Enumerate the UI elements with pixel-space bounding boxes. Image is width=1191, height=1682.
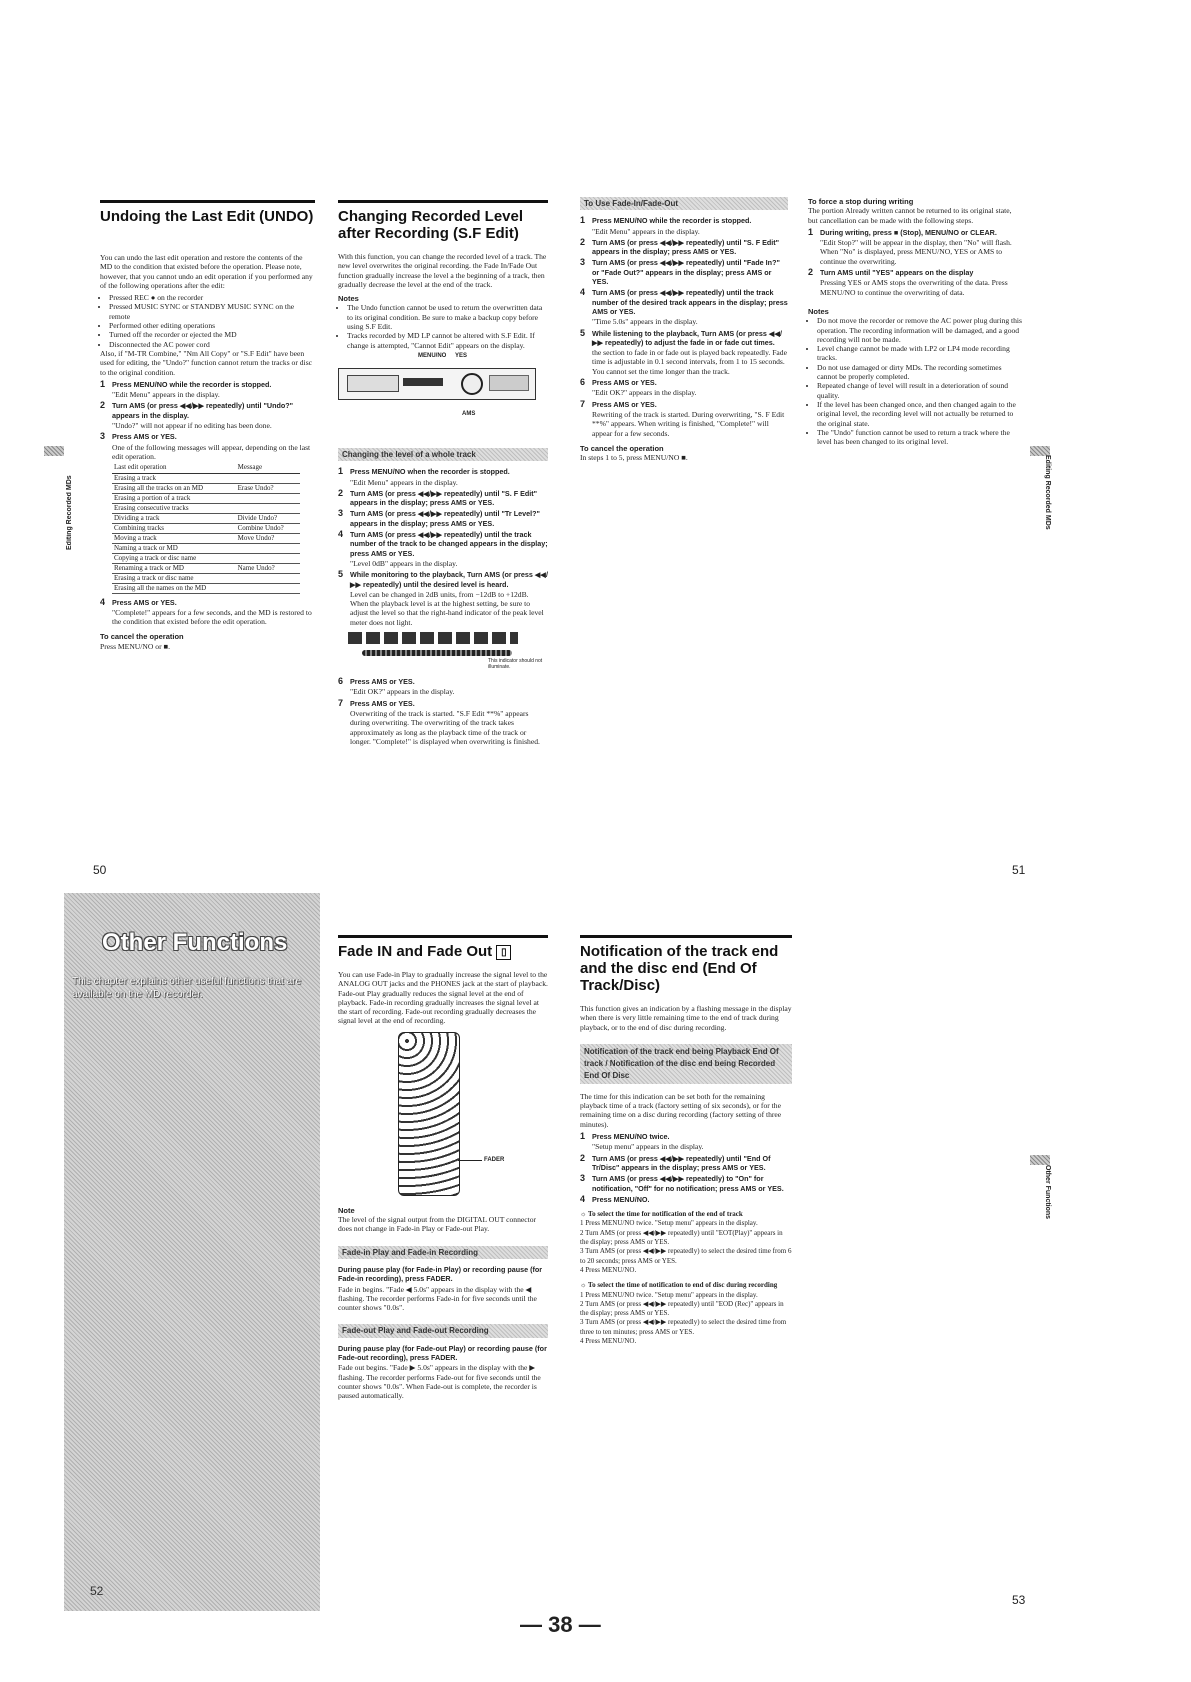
side-tab-marker [44,446,64,456]
step-text: Press AMS or YES. [592,399,657,409]
force-step-2 [808,268,1023,297]
bullet: • Pressed REC ● on the recorder [109,293,315,302]
page-number-50: 50 [93,863,107,877]
step-number: 1 [580,215,586,226]
sfedit-step-7 [338,699,548,746]
peak-meter-icon [362,650,512,656]
table-row [112,573,300,583]
chapter-title: Other Functions [102,929,288,956]
table-cell: Erasing all the tracks on an MD [112,483,236,493]
step-number: 4 [580,1193,586,1204]
page51-column [808,197,1023,446]
bullet: • Performed other editing operations [109,321,315,330]
fade-step-1 [580,216,788,236]
fadeio-note: The level of the signal output from the DIGITAL OUT connector does not change in Fade-in Play or Fade-out Play. [338,1215,537,1234]
step-sub: Rewriting of the track is started. During overwriting, "S. F Edit **%" appears. When writing is finished, "Complete!" will appear for a few seconds. [592,409,785,438]
step-number: 5 [580,327,586,338]
side-tab-marker [1030,1155,1050,1165]
tip-end-of-track [580,1210,792,1275]
table-cell: Erasing consecutive tracks [112,503,236,513]
remote-figure [338,1032,548,1200]
tip-line: 1 Press MENU/NO twice. "Setup menu" appears in the display. [580,1219,758,1228]
table-cell: Naming a track or MD [112,543,236,553]
fade-out-text: Fade out begins. "Fade ▶ 5.0s" appears in the display with the ▶ flashing. The recorder performs Fade-out for five seconds until the counter shows "0.0s". When Fade-out is complete, the recorder is paused automatically. [338,1363,541,1401]
force-step-1 [808,228,1023,266]
table-cell [236,583,300,593]
meter-note: This indicator should not illuminate. [488,658,543,671]
step-number: 3 [100,431,106,442]
step-number: 6 [580,377,586,388]
step-text: Turn AMS until "YES" appears on the display [820,268,974,278]
fade-step-3 [580,258,788,286]
side-label: Other Functions [1044,1165,1051,1220]
fadeio-title [338,935,548,960]
tip-line: 4 Press MENU/NO. [580,1337,637,1346]
tip-line: 2 Turn AMS (or press ◀◀/▶▶ repeatedly) until "EOD (Rec)" appears in the display; press AMS or YES. [580,1299,784,1318]
step-number: 5 [338,569,344,580]
fader-pointer [458,1160,482,1161]
note-item: • Do not move the recorder or remove the AC power plug during this operation. The recording information will be damaged, and a good recording will not be made. [817,316,1023,344]
tip-icon: ☼ [580,1281,589,1290]
undo-title: Undoing the Last Edit (UNDO) [100,200,315,225]
table-cell: Erase Undo? [236,483,300,493]
step-sub: "Edit Menu" appears in the display. [112,390,220,400]
step-sub: "Edit Menu" appears in the display. [592,226,700,236]
step-number: 2 [580,1152,586,1163]
fade-step-5 [580,329,788,376]
step-text: Turn AMS (or press ◀◀/▶▶ repeatedly) until "S. F Edit" appears in the display; press AMS or YES. [592,237,780,257]
step-text: Press AMS or YES. [592,378,657,388]
undo-bullets [100,293,315,349]
table-row [112,473,300,483]
step-number: 1 [580,1131,586,1142]
step-sub: "Complete!" appears for a few seconds, and the MD is restored to the condition that existed before the edit operation. [112,607,312,627]
step-number: 7 [580,398,586,409]
step-number: 3 [580,257,586,268]
tip-line: 3 Turn AMS (or press ◀◀/▶▶ repeatedly) to select the desired time from 6 to 20 seconds; press AMS or YES. [580,1247,792,1265]
box-fade-in: Fade-in Play and Fade-in Recording [338,1246,548,1259]
tip-heading: To select the time for notification of the end of track [588,1210,743,1219]
page50-column [100,200,315,651]
eot-step-1 [580,1132,792,1152]
cancel-text: Press MENU/NO or ■. [100,641,170,651]
fader-label: FADER [484,1156,505,1163]
fade-out-instruction: During pause play (for Fade-out Play) or recording pause (for Fade-out recording), press FADER. [338,1343,547,1363]
step-number: 2 [580,236,586,247]
step-text: Turn AMS (or press ◀◀/▶▶ repeatedly) until "S. F Edit" appears in the display; press AMS or YES. [350,488,538,508]
step-number: 3 [338,508,344,519]
table-row [112,483,300,493]
note-item: • Do not use damaged or dirty MDs. The recording sometimes cannot be properly completed. [817,363,1023,382]
force-stop-text: The portion Already written cannot be returned to its original state, but cancellation can be made with the following steps. [808,206,1012,225]
box-change-level: Changing the level of a whole track [338,448,548,461]
table-row [112,503,300,513]
step-text: Turn AMS (or press ◀◀/▶▶ repeatedly) until "Undo?" appears in the display. [112,401,294,420]
step-sub: "Edit Stop?" will be appear in the display, then "No" will flash. When "No" is displayed, press MENU/NO, YES or AMS to continue the overwriting. [820,238,1012,266]
sfedit-step-3 [338,509,548,528]
table-cell: Divide Undo? [236,513,300,523]
step-number: 4 [338,529,344,540]
step-text: Press AMS or YES. [112,432,177,442]
note-item: • The "Undo" function cannot be used to return a track where the level has been changed to its original level. [817,428,1023,447]
note-item: • If the level has been changed once, and then changed again to the original level, the recording level will not actually be returned to the original state. [817,400,1023,428]
table-header-row [112,463,300,473]
undo-step-1 [100,380,315,400]
table-cell: Copying a track or disc name [112,553,236,563]
fig-label-menu: MENU/NO [418,352,447,359]
step-number: 2 [338,487,344,498]
box-notification: Notification of the track end being Playback End Of track / Notification of the disc end being Recorded End Of Disc [580,1044,792,1084]
chapter-subtitle: This chapter explains other useful functions that are available on the MD recorder. [72,976,302,1000]
step-sub: "Time 5.0s" appears in the display. [592,317,698,327]
undo-step-3 [100,432,315,461]
bullet: • Turned off the recorder or ejected the MD [109,330,315,339]
step-text: Turn AMS (or press ◀◀/▶▶ repeatedly) until the track number of the track to be changed appears in the display; press AMS or YES. [350,530,548,558]
fig-label-ams: AMS [462,410,476,417]
step-sub: Overwriting of the track is started. "S.F Edit **%" appears during overwriting. The overwriting of the track takes approximately as long as the playback time of the track or longer. "Complete!" is displayed when overwriting is finished. [350,708,540,746]
table-cell: Renaming a track or MD [112,563,236,573]
table-cell: Combining tracks [112,523,236,533]
side-label: Editing Recorded MDs [66,475,73,550]
undo-step-4 [100,598,315,627]
note-item: • Level change cannot be made with LP2 or LP4 mode recording tracks. [817,344,1023,363]
undo-message-table [112,463,300,593]
bullet: • Pressed MUSIC SYNC or STANDBY MUSIC SYNC on the remote [109,302,315,321]
eot-intro: This function gives an indication by a flashing message in the display when there is very little remaining time to the end of track during playback, or to the end of disc during recording. [580,1004,792,1032]
table-cell: Name Undo? [236,563,300,573]
eot-step-3 [580,1174,792,1193]
tip-line: 4 Press MENU/NO. [580,1265,637,1274]
undo-also: Also, if "M-TR Combine," "Nm All Copy" or "S.F Edit" have been used for editing, the "Undo?" function cannot return the tracks or disc to the original condition. [100,348,313,377]
table-row [112,543,300,553]
table-row [112,523,300,533]
level-meter-figure [338,630,548,674]
step-number: 7 [338,697,344,708]
force-stop-heading: To force a stop during writing [808,197,914,206]
table-cell: Erasing all the names on the MD [112,583,236,593]
eot-step-4 [580,1195,792,1204]
chapter-panel [64,893,320,1611]
step-number: 2 [100,400,106,411]
step-sub: "Level 0dB" appears in the display. [350,558,458,568]
table-row [112,493,300,503]
table-cell: Dividing a track [112,513,236,523]
tip-line: 3 Turn AMS (or press ◀◀/▶▶ repeatedly) to select the desired time from three to ten minutes; press AMS or YES. [580,1318,787,1336]
cancel-heading: To cancel the operation [100,632,184,642]
fade-sfedit-column [580,197,788,462]
sfedit-step-5 [338,570,548,627]
table-cell [236,543,300,553]
tip-heading: To select the time of notification to end of disc during recording [588,1281,778,1290]
step-text: Press MENU/NO when the recorder is stopped. [350,467,510,477]
table-row [112,533,300,543]
step-text: Turn AMS (or press ◀◀/▶▶ repeatedly) until "Tr Level?" appears in the display; press AMS or YES. [350,509,540,528]
box-fade-out: Fade-out Play and Fade-out Recording [338,1324,548,1337]
sfedit-intro: With this function, you can change the recorded level of a track. The new level overwrites the original recording. the Fade In/Fade Out function gradually increase the level a the beginning of a track, then gradually decrease the level at the end of the track. [338,252,547,289]
page-number-52: 52 [90,1584,104,1598]
step-sub: "Undo?" will not appear if no editing has been done. [112,421,272,431]
fadeio-intro: You can use Fade-in Play to gradually increase the signal level to the ANALOG OUT jacks and the PHONES jack at the start of playback. Fade-out Play gradually reduces the signal level at the end of playback. Fade-in recording gradually increases the signal level at the start of recording. Fade-out recording gradually decreases the signal level at the end of recording. [338,970,548,1026]
table-cell [236,553,300,563]
sfedit-column [338,200,548,746]
step-text: Press AMS or YES. [350,698,415,708]
fade-step-2 [580,238,788,257]
notes-heading: Notes [338,294,359,304]
table-cell: Moving a track [112,533,236,543]
step-text: Turn AMS (or press ◀◀/▶▶ repeatedly) until the track number of the desired track appears in the display; press AMS or YES. [592,288,788,316]
step-text: Press MENU/NO. [592,1194,650,1204]
bullet: • Disconnected the AC power cord [109,340,315,349]
step-sub: Pressing YES or AMS stops the overwriting of the data. Press MENU/NO to continue the overwriting of data. [820,278,1008,297]
table-cell: Erasing a portion of a track [112,493,236,503]
fadeio-column [338,935,548,1404]
table-cell: Erasing a track [112,473,236,483]
table-cell [236,473,300,483]
tip-icon: ☼ [580,1210,589,1219]
table-cell [236,493,300,503]
sfedit-step-2 [338,489,548,508]
step-number: 2 [808,267,814,278]
step-sub: "Setup menu" appears in the display. [592,1142,704,1152]
cancel-heading: To cancel the operation [580,443,664,453]
sfedit-title: Changing Recorded Level after Recording (S.F Edit) [338,200,548,242]
sfedit-step-1 [338,467,548,487]
note-item: • The Undo function cannot be used to return the overwritten data to its original condition. Be sure to make a backup copy before using S.F Edit. [347,303,548,331]
table-cell [236,573,300,583]
table-cell: Move Undo? [236,533,300,543]
fade-step-4 [580,288,788,326]
note-heading: Note [338,1205,355,1215]
table-row [112,583,300,593]
cancel-text: In steps 1 to 5, press MENU/NO ■. [580,453,688,463]
table-cell: Combine Undo? [236,523,300,533]
fade-in-text: Fade in begins. "Fade ◀ 5.0s" appears in the display with the ◀ flashing. The recorder performs Fade-in for five seconds until the counter shows "0.0s". [338,1284,537,1313]
step-text: Press MENU/NO while the recorder is stopped. [112,379,272,389]
step-number: 1 [808,226,814,237]
page-number-53: 53 [1012,1593,1026,1607]
meter-segments-icon [348,632,518,644]
notes-heading: Notes [808,306,829,316]
step-sub: "Edit Menu" appears in the display. [350,477,458,487]
page-number-51: 51 [1012,863,1026,877]
fade-step-6 [580,378,788,398]
step-number: 1 [338,466,344,477]
undo-intro: You can undo the last edit operation and restore the contents of the MD to the condition that existed before the operation. Please note, however, that you cannot undo an edit operation if you performed any of the following operations after the edit: [100,253,313,290]
recorder-figure [338,352,548,444]
fade-step-7 [580,400,788,438]
table-row [112,563,300,573]
sfedit-step-6 [338,677,548,697]
eot-body: The time for this indication can be set both for the remaining playback time of a track (factory setting of six seconds), or for the remaining time on a disc during recording (factory setting of three minutes). [580,1091,782,1129]
tip-line: 2 Turn AMS (or press ◀◀/▶▶ repeatedly) until "EOT(Play)" appears in the display; press AMS or YES. [580,1228,783,1247]
fade-in-instruction: During pause play (for Fade-in Play) or recording pause (for Fade-in recording), press FADER. [338,1264,543,1284]
step-number: 4 [100,596,106,607]
box-use-fade: To Use Fade-In/Fade-Out [580,197,788,210]
step-text: Turn AMS (or press ◀◀/▶▶ repeatedly) until "End Of Tr/Disc" appears in the display; press AMS or YES. [592,1153,771,1172]
note-item: • Repeated change of level will result in a deterioration of sound quality. [817,381,1023,400]
fig-label-yes: YES [455,352,468,359]
step-text: Turn AMS (or press ◀◀/▶▶ repeatedly) until "Fade In?" or "Fade Out?" appears in the display; press AMS or YES. [592,258,780,287]
page53-column [580,935,792,1346]
table-cell: Erasing a track or disc name [112,573,236,583]
side-label: Editing Recorded MDs [1044,455,1051,530]
step-text: Press AMS or YES. [350,677,415,687]
step-text: Press AMS or YES. [112,597,177,607]
sfedit-notes [338,303,548,349]
step-text: During writing, press ■ (Stop), MENU/NO or CLEAR. [820,227,997,237]
step-sub: "Edit OK?" appears in the display. [592,388,697,398]
step-text: Turn AMS (or press ◀◀/▶▶ repeatedly) to "On" for notification, "Off" for no notification; press AMS or YES. [592,1174,784,1193]
sheet-footer: — 38 — [520,1612,601,1637]
table-row [112,553,300,563]
undo-step-2 [100,401,315,430]
sfedit-step-4 [338,530,548,568]
fadeio-title-text: Fade IN and Fade Out [338,943,493,960]
remote-control-icon [398,1032,460,1196]
table-header: Last edit operation [112,463,236,473]
step-text: Press MENU/NO while the recorder is stopped. [592,216,752,226]
step-sub: the section to fade in or fade out is played back repeatedly. Fade time is adjustable in 0.1 second intervals, from 1 to 15 seconds. You cannot set the time longer than the track. [592,348,787,376]
remote-only-icon: ▯ [496,945,511,960]
step-number: 3 [580,1173,586,1184]
eot-title: Notification of the track end and the disc end (End Of Track/Disc) [580,935,792,994]
step-number: 4 [580,287,586,298]
step-number: 6 [338,676,344,687]
step-sub: Level can be changed in 2dB units, from −12dB to +12dB. When the playback level is at the highest setting, be sure to adjust the level so that the right-hand indicator of the peak level meter does not light. [350,589,544,627]
step-text: Press MENU/NO twice. [592,1132,670,1142]
note-item: • Tracks recorded by MD LP cannot be altered with S.F Edit. If change is attempted, "Cannot Edit" appears on the display. [347,331,548,350]
table-cell [236,503,300,513]
eot-step-2 [580,1154,792,1173]
page51-notes [808,316,1023,446]
recorder-front-panel-icon [338,368,536,400]
table-header: Message [236,463,300,473]
table-row [112,513,300,523]
step-sub: "Edit OK?" appears in the display. [350,687,455,697]
step-number: 1 [100,378,106,389]
step-text: While listening to the playback, Turn AMS (or press ◀◀/▶▶ repeatedly) to adjust the fade in or fade cut times. [592,328,782,347]
step-text: While monitoring to the playback, Turn AMS (or press ◀◀/▶▶ repeatedly) until the desired level is heard. [350,570,548,589]
tip-end-of-disc [580,1281,792,1346]
step-sub: One of the following messages will appear, depending on the last edit operation. [112,442,311,461]
tip-line: 1 Press MENU/NO twice. "Setup menu" appears in the display. [580,1290,758,1299]
